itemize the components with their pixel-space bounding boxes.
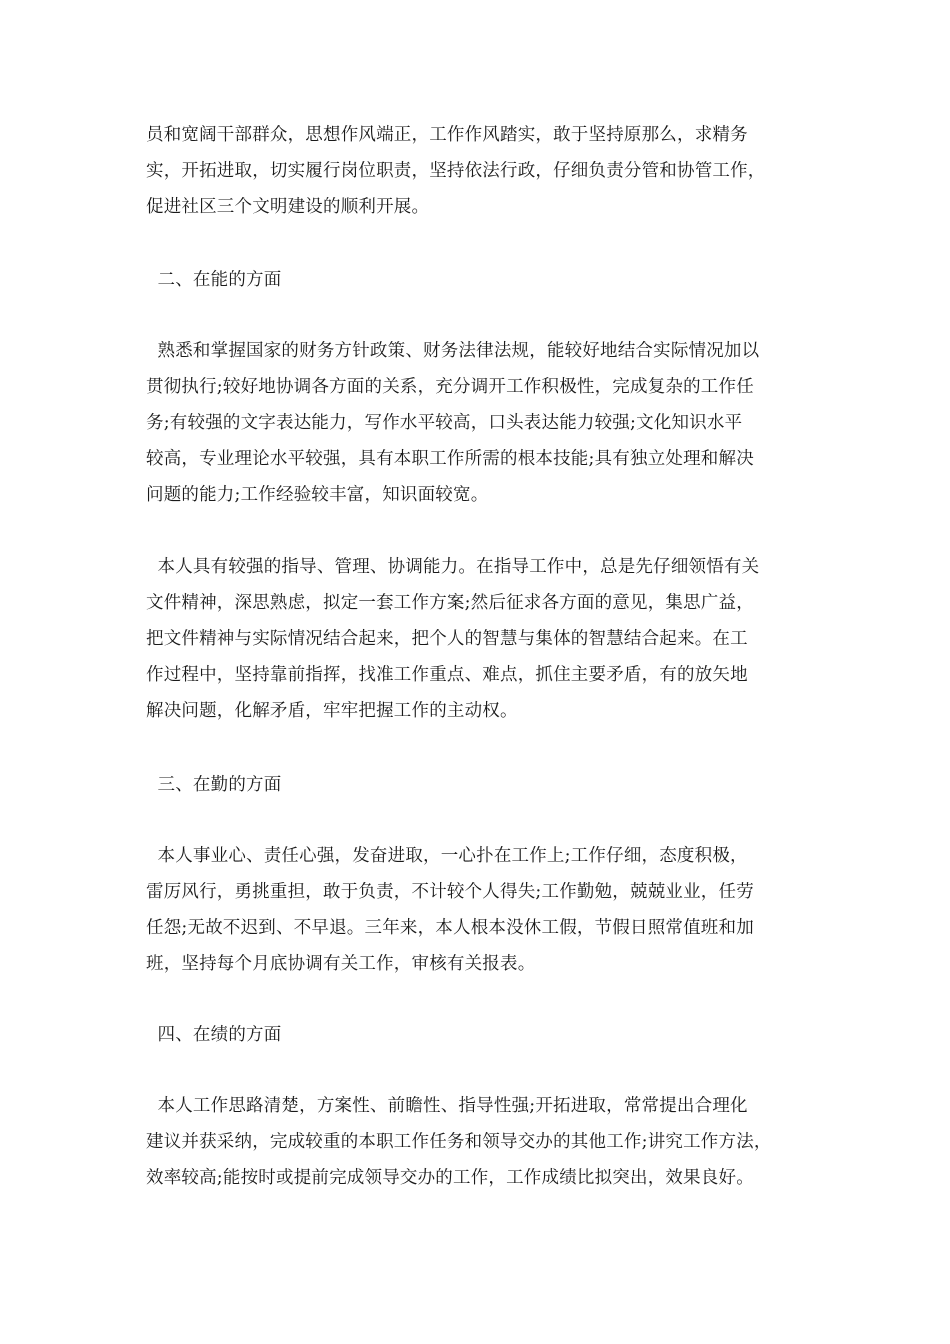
section-heading-diligence — [146, 767, 814, 803]
text-line: 本人工作思路清楚，方案性、前瞻性、指导性强;开拓进取，常常提出合理化 — [146, 1096, 748, 1116]
paragraph-diligence — [146, 838, 814, 982]
text-line: 解决问题，化解矛盾，牢牢把握工作的主动权。 — [146, 701, 518, 721]
text-line: 任怨;无故不迟到、不早退。三年来，本人根本没休工假，节假日照常值班和加 — [146, 918, 754, 938]
paragraph-intro — [146, 117, 814, 225]
paragraph-performance — [146, 1088, 814, 1196]
text-line: 建议并获采纳，完成较重的本职工作任务和领导交办的其他工作;讲究工作方法， — [146, 1132, 772, 1152]
text-line: 熟悉和掌握国家的财务方针政策、财务法律法规，能较好地结合实际情况加以 — [146, 341, 760, 361]
text-line: 问题的能力;工作经验较丰富，知识面较宽。 — [146, 485, 489, 505]
text-line: 雷厉风行，勇挑重担，敢于负责，不计较个人得失;工作勤勉，兢兢业业，任劳 — [146, 882, 754, 902]
section-heading-ability — [146, 262, 814, 298]
section-heading-performance — [146, 1017, 814, 1053]
text-line: 效率较高;能按时或提前完成领导交办的工作，工作成绩比拟突出，效果良好。 — [146, 1168, 754, 1188]
section-heading: 四、在绩的方面 — [146, 1025, 282, 1045]
text-line: 务;有较强的文字表达能力，写作水平较高，口头表达能力较强;文化知识水平 — [146, 413, 743, 433]
text-line: 班，坚持每个月底协调有关工作，审核有关报表。 — [146, 954, 536, 974]
text-line: 贯彻执行;较好地协调各方面的关系，充分调开工作积极性，完成复杂的工作任 — [146, 377, 754, 397]
paragraph-guidance — [146, 549, 814, 729]
text-line: 把文件精神与实际情况结合起来，把个人的智慧与集体的智慧结合起来。在工 — [146, 629, 748, 649]
section-heading: 三、在勤的方面 — [146, 775, 282, 795]
text-line: 促进社区三个文明建设的顺利开展。 — [146, 197, 430, 217]
text-line: 实，开拓进取，切实履行岗位职责，坚持依法行政，仔细负责分管和协管工作， — [146, 161, 766, 181]
text-line: 本人事业心、责任心强，发奋进取，一心扑在工作上;工作仔细，态度积极， — [146, 846, 748, 866]
text-line: 本人具有较强的指导、管理、协调能力。在指导工作中，总是先仔细领悟有关 — [146, 557, 760, 577]
paragraph-ability — [146, 333, 814, 513]
section-heading: 二、在能的方面 — [146, 270, 282, 290]
text-line: 员和宽阔干部群众，思想作风端正，工作作风踏实，敢于坚持原那么，求精务 — [146, 125, 748, 145]
text-line: 作过程中，坚持靠前指挥，找准工作重点、难点，抓住主要矛盾，有的放矢地 — [146, 665, 748, 685]
text-line: 较高，专业理论水平较强，具有本职工作所需的根本技能;具有独立处理和解决 — [146, 449, 754, 469]
text-line: 文件精神，深思熟虑，拟定一套工作方案;然后征求各方面的意见，集思广益， — [146, 593, 754, 613]
